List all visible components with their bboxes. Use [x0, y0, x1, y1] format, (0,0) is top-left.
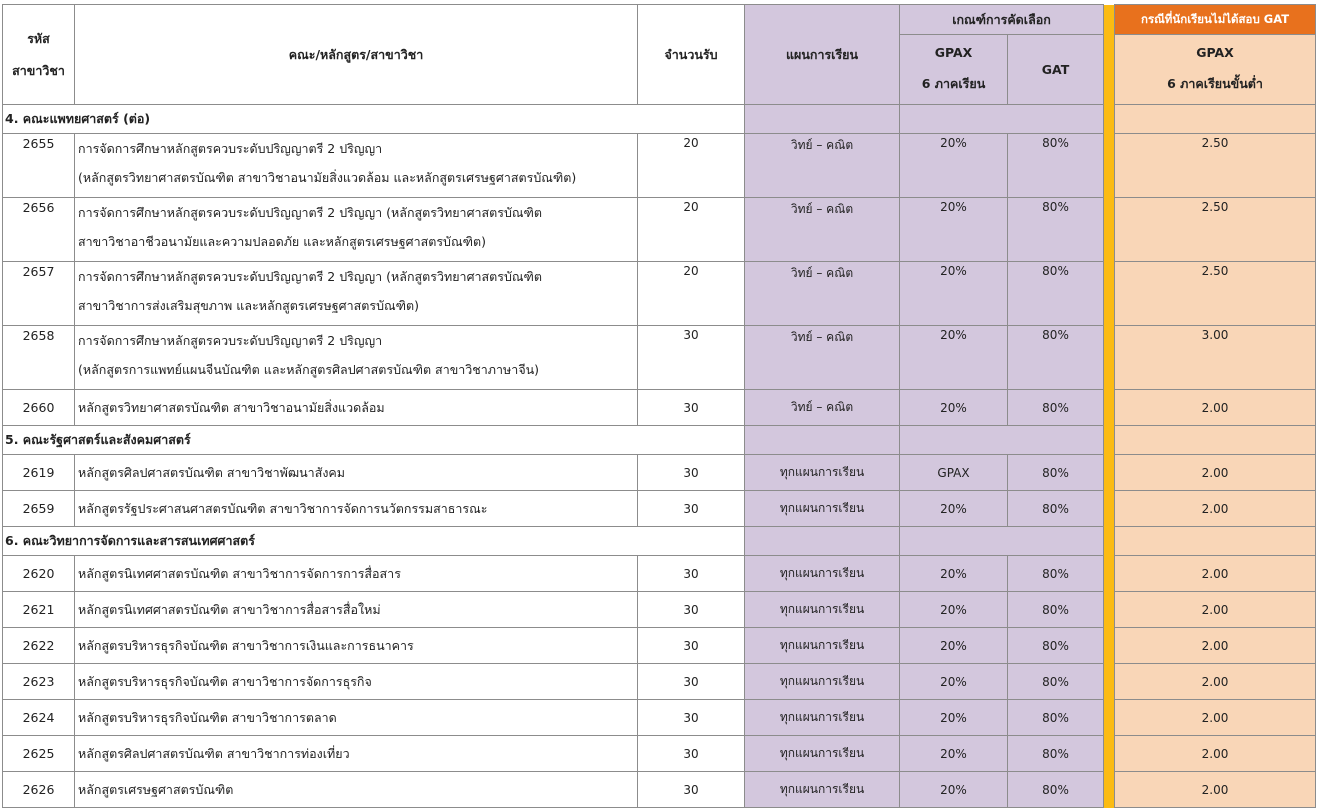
program-name	[75, 736, 638, 772]
quota: 30	[638, 455, 745, 491]
program-name	[75, 198, 638, 262]
min-gpax: 3.00	[1115, 326, 1316, 390]
program-code: 2625	[3, 736, 75, 772]
gold-divider	[1104, 426, 1115, 455]
gat-weight: 80%	[1008, 455, 1104, 491]
quota: 30	[638, 628, 745, 664]
gat-weight: 80%	[1008, 700, 1104, 736]
gold-divider	[1104, 700, 1115, 736]
section-title: 5. คณะรัฐศาสตร์และสังคมศาสตร์	[3, 426, 745, 455]
program-code: 2626	[3, 772, 75, 808]
gat-weight: 80%	[1008, 628, 1104, 664]
min-gpax: 2.00	[1115, 736, 1316, 772]
section-plan-cell	[745, 105, 900, 134]
gold-divider	[1104, 736, 1115, 772]
gold-divider	[1104, 198, 1115, 262]
program-code: 2621	[3, 592, 75, 628]
program-name	[75, 556, 638, 592]
program-name-line: การจัดการศึกษาหลักสูตรควบระดับปริญญาตรี 2 ปริญญา	[78, 333, 383, 348]
study-plan: วิทย์ – คณิต	[745, 262, 900, 326]
program-name-line: สาขาวิชาการส่งเสริมสุขภาพ และหลักสูตรเศรษฐศาสตรบัณฑิต)	[78, 298, 420, 313]
program-name-line: การจัดการศึกษาหลักสูตรควบระดับปริญญาตรี 2 ปริญญา (หลักสูตรวิทยาศาสตรบัณฑิต	[78, 205, 543, 220]
study-plan: วิทย์ – คณิต	[745, 198, 900, 262]
gold-divider	[1104, 105, 1115, 134]
gold-divider	[1104, 664, 1115, 700]
gpax-weight: GPAX	[900, 455, 1008, 491]
gpax-weight: 20%	[900, 326, 1008, 390]
program-name	[75, 700, 638, 736]
program-name-line: หลักสูตรนิเทศศาสตรบัณฑิต สาขาวิชาการจัดการการสื่อสาร	[78, 566, 401, 581]
program-code: 2659	[3, 491, 75, 527]
program-name-line: (หลักสูตรการแพทย์แผนจีนบัณฑิต และหลักสูตรศิลปศาสตรบัณฑิต สาขาวิชาภาษาจีน)	[78, 362, 540, 377]
gat-weight: 80%	[1008, 772, 1104, 808]
gpax-weight: 20%	[900, 491, 1008, 527]
gold-divider	[1104, 390, 1115, 426]
gat-weight: 80%	[1008, 198, 1104, 262]
gpax-weight: 20%	[900, 556, 1008, 592]
gat-weight: 80%	[1008, 736, 1104, 772]
quota: 30	[638, 326, 745, 390]
program-name	[75, 772, 638, 808]
header-criteria: เกณฑ์การคัดเลือก	[900, 5, 1104, 35]
study-plan: วิทย์ – คณิต	[745, 390, 900, 426]
table-row	[3, 592, 1316, 628]
gat-weight: 80%	[1008, 134, 1104, 198]
header-code: รหัส สาขาวิชา	[3, 5, 75, 105]
table-row	[3, 198, 1316, 262]
study-plan: ทุกแผนการเรียน	[745, 736, 900, 772]
program-name	[75, 592, 638, 628]
study-plan: ทุกแผนการเรียน	[745, 664, 900, 700]
study-plan: ทุกแผนการเรียน	[745, 455, 900, 491]
min-gpax: 2.00	[1115, 772, 1316, 808]
min-gpax: 2.50	[1115, 198, 1316, 262]
section-criteria-cell	[900, 105, 1104, 134]
header-gat: GAT	[1008, 35, 1104, 105]
admission-table	[2, 4, 1316, 808]
gold-divider	[1104, 5, 1115, 105]
gat-weight: 80%	[1008, 390, 1104, 426]
program-name-line: การจัดการศึกษาหลักสูตรควบระดับปริญญาตรี 2 ปริญญา (หลักสูตรวิทยาศาสตรบัณฑิต	[78, 269, 543, 284]
header-gpax: GPAX 6 ภาคเรียน	[900, 35, 1008, 105]
program-name-line: การจัดการศึกษาหลักสูตรควบระดับปริญญาตรี 2 ปริญญา	[78, 141, 383, 156]
quota: 30	[638, 390, 745, 426]
study-plan: ทุกแผนการเรียน	[745, 491, 900, 527]
gold-divider	[1104, 556, 1115, 592]
header-quota: จำนวนรับ	[638, 5, 745, 105]
section-min-cell	[1115, 527, 1316, 556]
section-title: 4. คณะแพทยศาสตร์ (ต่อ)	[3, 105, 745, 134]
gpax-weight: 20%	[900, 772, 1008, 808]
quota: 30	[638, 700, 745, 736]
section-row	[3, 105, 1316, 134]
program-code: 2620	[3, 556, 75, 592]
gpax-weight: 20%	[900, 736, 1008, 772]
quota: 20	[638, 262, 745, 326]
table-row	[3, 390, 1316, 426]
gold-divider	[1104, 455, 1115, 491]
gold-divider	[1104, 527, 1115, 556]
table-row	[3, 628, 1316, 664]
table-row	[3, 772, 1316, 808]
program-code: 2622	[3, 628, 75, 664]
study-plan: วิทย์ – คณิต	[745, 134, 900, 198]
table-row	[3, 455, 1316, 491]
program-name-line: หลักสูตรศิลปศาสตรบัณฑิต สาขาวิชาการท่องเที่ยว	[78, 746, 350, 761]
study-plan: วิทย์ – คณิต	[745, 326, 900, 390]
program-code: 2660	[3, 390, 75, 426]
section-row	[3, 426, 1316, 455]
header-min-gpax: GPAX 6 ภาคเรียนขั้นต่ำ	[1115, 35, 1316, 105]
gold-divider	[1104, 134, 1115, 198]
gold-divider	[1104, 491, 1115, 527]
gat-weight: 80%	[1008, 262, 1104, 326]
gat-weight: 80%	[1008, 556, 1104, 592]
gpax-weight: 20%	[900, 628, 1008, 664]
program-code: 2624	[3, 700, 75, 736]
study-plan: ทุกแผนการเรียน	[745, 592, 900, 628]
gat-weight: 80%	[1008, 326, 1104, 390]
program-name-line: สาขาวิชาอาชีวอนามัยและความปลอดภัย และหลักสูตรเศรษฐศาสตรบัณฑิต)	[78, 234, 486, 249]
program-code: 2619	[3, 455, 75, 491]
gold-divider	[1104, 262, 1115, 326]
min-gpax: 2.00	[1115, 491, 1316, 527]
section-plan-cell	[745, 426, 900, 455]
gpax-weight: 20%	[900, 262, 1008, 326]
study-plan: ทุกแผนการเรียน	[745, 772, 900, 808]
table-row	[3, 736, 1316, 772]
quota: 30	[638, 736, 745, 772]
header-nogat: กรณีที่นักเรียนไม่ได้สอบ GAT	[1115, 5, 1316, 35]
section-plan-cell	[745, 527, 900, 556]
program-name	[75, 134, 638, 198]
study-plan: ทุกแผนการเรียน	[745, 556, 900, 592]
gold-divider	[1104, 592, 1115, 628]
quota: 20	[638, 198, 745, 262]
program-name	[75, 455, 638, 491]
gold-divider	[1104, 772, 1115, 808]
program-name-line: หลักสูตรบริหารธุรกิจบัณฑิต สาขาวิชาการจัดการธุรกิจ	[78, 674, 372, 689]
program-code: 2655	[3, 134, 75, 198]
header-program: คณะ/หลักสูตร/สาขาวิชา	[75, 5, 638, 105]
program-name-line: หลักสูตรนิเทศศาสตรบัณฑิต สาขาวิชาการสื่อสารสื่อใหม่	[78, 602, 381, 617]
program-code: 2656	[3, 198, 75, 262]
min-gpax: 2.00	[1115, 592, 1316, 628]
gpax-weight: 20%	[900, 664, 1008, 700]
section-min-cell	[1115, 105, 1316, 134]
table-row	[3, 664, 1316, 700]
min-gpax: 2.00	[1115, 390, 1316, 426]
gold-divider	[1104, 628, 1115, 664]
table-row	[3, 491, 1316, 527]
gat-weight: 80%	[1008, 664, 1104, 700]
table-row	[3, 262, 1316, 326]
quota: 20	[638, 134, 745, 198]
quota: 30	[638, 592, 745, 628]
quota: 30	[638, 772, 745, 808]
table-row	[3, 134, 1316, 198]
program-code: 2657	[3, 262, 75, 326]
section-title: 6. คณะวิทยาการจัดการและสารสนเทศศาสตร์	[3, 527, 745, 556]
program-name	[75, 326, 638, 390]
gat-weight: 80%	[1008, 491, 1104, 527]
study-plan: ทุกแผนการเรียน	[745, 700, 900, 736]
program-code: 2623	[3, 664, 75, 700]
header-plan: แผนการเรียน	[745, 5, 900, 105]
program-name	[75, 664, 638, 700]
program-name-line: หลักสูตรบริหารธุรกิจบัณฑิต สาขาวิชาการเงินและการธนาคาร	[78, 638, 414, 653]
table-row	[3, 700, 1316, 736]
program-name-line: หลักสูตรรัฐประศาสนศาสตรบัณฑิต สาขาวิชาการจัดการนวัตกรรมสาธารณะ	[78, 501, 488, 516]
program-code: 2658	[3, 326, 75, 390]
study-plan: ทุกแผนการเรียน	[745, 628, 900, 664]
program-name-line: หลักสูตรเศรษฐศาสตรบัณฑิต	[78, 782, 234, 797]
gpax-weight: 20%	[900, 700, 1008, 736]
program-name-line: หลักสูตรบริหารธุรกิจบัณฑิต สาขาวิชาการตลาด	[78, 710, 337, 725]
program-name	[75, 491, 638, 527]
min-gpax: 2.00	[1115, 664, 1316, 700]
gpax-weight: 20%	[900, 198, 1008, 262]
gat-weight: 80%	[1008, 592, 1104, 628]
gpax-weight: 20%	[900, 134, 1008, 198]
program-name	[75, 628, 638, 664]
program-name	[75, 262, 638, 326]
quota: 30	[638, 491, 745, 527]
quota: 30	[638, 664, 745, 700]
section-row	[3, 527, 1316, 556]
min-gpax: 2.00	[1115, 628, 1316, 664]
section-criteria-cell	[900, 527, 1104, 556]
section-criteria-cell	[900, 426, 1104, 455]
program-name-line: หลักสูตรศิลปศาสตรบัณฑิต สาขาวิชาพัฒนาสังคม	[78, 465, 346, 480]
min-gpax: 2.50	[1115, 262, 1316, 326]
gpax-weight: 20%	[900, 592, 1008, 628]
min-gpax: 2.00	[1115, 700, 1316, 736]
program-name-line: (หลักสูตรวิทยาศาสตรบัณฑิต สาขาวิชาอนามัยสิ่งแวดล้อม และหลักสูตรเศรษฐศาสตรบัณฑิต)	[78, 170, 577, 185]
section-min-cell	[1115, 426, 1316, 455]
quota: 30	[638, 556, 745, 592]
gold-divider	[1104, 326, 1115, 390]
table-row	[3, 326, 1316, 390]
gpax-weight: 20%	[900, 390, 1008, 426]
program-name	[75, 390, 638, 426]
program-name-line: หลักสูตรวิทยาศาสตรบัณฑิต สาขาวิชาอนามัยสิ่งแวดล้อม	[78, 400, 385, 415]
min-gpax: 2.00	[1115, 556, 1316, 592]
min-gpax: 2.00	[1115, 455, 1316, 491]
table-row	[3, 556, 1316, 592]
min-gpax: 2.50	[1115, 134, 1316, 198]
